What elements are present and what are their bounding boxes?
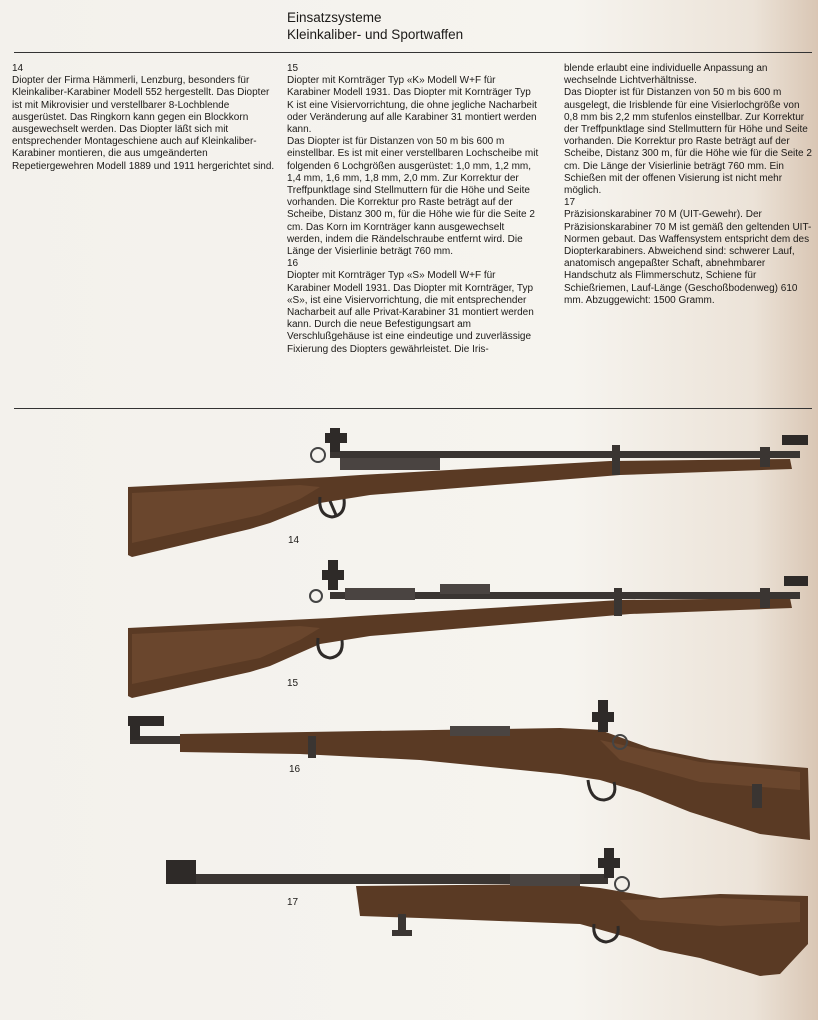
figure-divider	[14, 408, 812, 409]
page-header	[287, 9, 463, 43]
figure-label-15: 15	[287, 678, 299, 689]
text-column-3: blende erlaubt eine individuelle Anpassung an wechselnde Lichtverhältnisse. Das Diopter ist für Distanzen von 50 m bis 600 m ausgelegt, die Irisblende für eine Visierlochgröße von 0,8 mm bis 2,2 mm stufenlos einstellbar. Zur Korrektur der Treffpunktlage sind Stellmuttern für Höhe und Seite vorhanden. Die Korrektur pro Raste beträgt auf der Scheibe, Distanz 300 m, für die Höhe wie für die Seite 2 cm. Die Länge der Visierlinie beträgt 760 mm. Ein Schießen mit der offenen Visierung ist nicht mehr möglich. 17 Präzisionskarabiner 70 M (UIT-Gewehr). Der Präzisionskarabiner 70 M ist gemäß den geltenden UIT-Normen gebaut. Das Waffensystem entspricht dem des Diopterkarabiners. Abweichend sind: schwerer Lauf, anatomisch angepaßter Schaft, abnehmbarer Handschutz als Flimmerschutz, Schiene für Schießriemen, Lauf-Länge (Geschoßbodenweg) 610 mm. Abzuggewicht: 1500 Gramm.	[564, 63, 812, 306]
rifle-figure-14	[0, 425, 818, 565]
rifle-figure-17	[0, 848, 818, 988]
figure-label-16: 16	[289, 764, 301, 775]
header-subtitle: Kleinkaliber- und Sportwaffen	[287, 27, 464, 42]
figure-label-14: 14	[288, 535, 300, 546]
header-divider	[14, 52, 812, 53]
figure-label-17: 17	[287, 897, 299, 908]
header-section-title: Einsatzsysteme	[287, 10, 382, 25]
text-column-2: 15 Diopter mit Kornträger Typ «K» Modell W+F für Karabiner Modell 1931. Das Diopter mit Kornträger Typ K ist eine Visiervorrichtung, die ohne jegliche Nacharbeit oder Veränderung auf alle Karabiner 31 montiert werden kann. Das Diopter ist für Distanzen von 50 m bis 600 m einstellbar. Es ist mit einer verstellbaren Lochscheibe mit folgenden 6 Lochgrößen ausgerüstet: 1,0 mm, 1,2 mm, 1,4 mm, 1,6 mm, 1,8 mm, 2,0 mm. Zur Korrektur der Treffpunktlage sind Stellmuttern für die Höhe und Seite vorhanden. Die Korrektur pro Raste beträgt auf der Scheibe, Distanz 300 m, für die Höhe wie für die Seite 2 cm. Das Korn im Kornträger kann ausgewechselt werden, indem die Rändelschraube entfernt wird. Die Länge der Visierlinie beträgt 760 mm. 16 Diopter mit Kornträger Typ «S» Modell W+F für Karabiner Modell 1931. Das Diopter mit Kornträger, Typ «S», ist eine Visiervorrichtung, die mit entsprechender Nacharbeit auf alle Privat-Karabiner 31 montiert werden kann. Durch die neue Befestigungsart am Verschlußgehäuse ist eine eindeutige und zuverlässige Fixierung des Diopters gewährleistet. Die Iris-	[287, 63, 539, 355]
rifle-figure-15	[0, 558, 818, 708]
rifle-figure-16	[0, 700, 818, 850]
text-column-1: 14 Diopter der Firma Hämmerli, Lenzburg, besonders für Kleinkaliber-Karabiner Modell 552 hergestellt. Das Diopter ist mit Mikrovisier und verstellbarer 8-Lochblende ausgerüstet. Das Ringkorn kann gegen ein Blockkorn ausgewechselt werden. Das Diopter läßt sich mit entsprechender Montageschiene auch auf Kleinkaliber-Karabiner montieren, die aus umgeänderten Repetiergewehren Modell 1889 und 1911 hergerichtet sind.	[12, 63, 275, 172]
